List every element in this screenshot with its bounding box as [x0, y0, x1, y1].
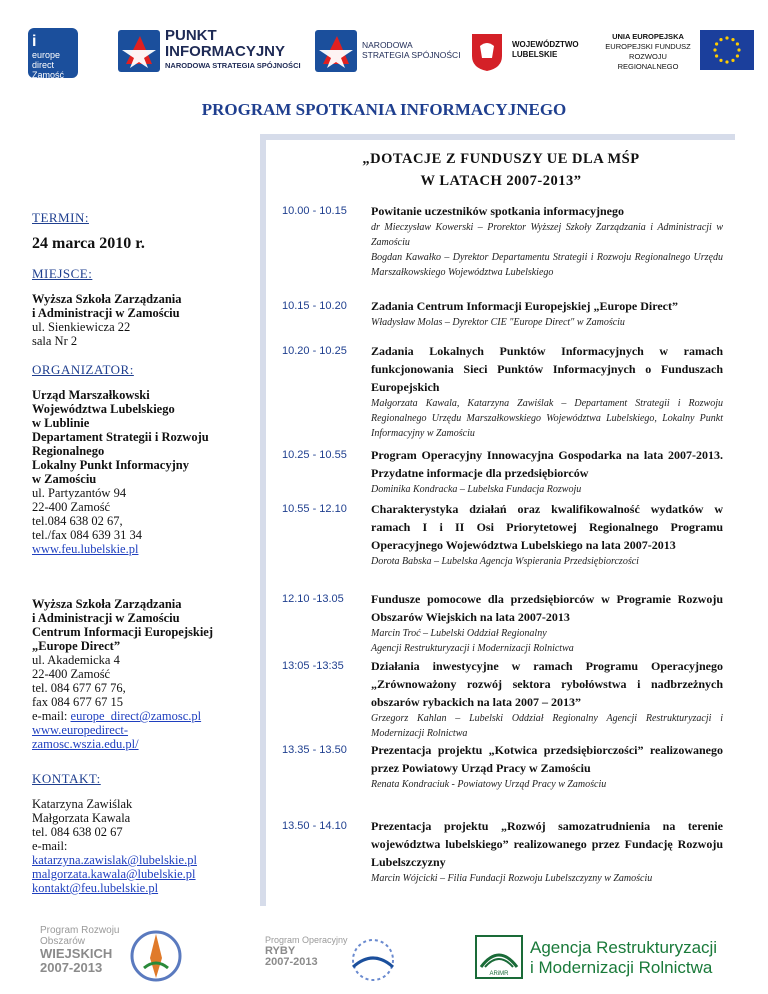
schedule-entry: [371, 297, 723, 330]
europe-direct-email-link[interactable]: europe_direct@zamosc.pl: [70, 709, 202, 723]
schedule-title: Program Operacyjny Innowacyjna Gospodarka na lata 2007-2013. Przydatne informacje dla przedsiębiorców: [371, 448, 723, 480]
miejsce-section: MIEJSCE: Wyższa Szkoła Zarządzania i Administracji w Zamościu ul. Sienkiewicza 22 sala Nr 2: [32, 267, 257, 348]
schedule-entry: [371, 446, 723, 497]
info-icon: i: [32, 33, 37, 50]
lubelskie-coat-of-arms-icon: [470, 32, 504, 72]
schedule-time: 10.20 - 10.25: [282, 345, 347, 357]
schedule-speaker: Grzegorz Kahlan – Lubelski Oddział Regionalny Agencji Restrukturyzacji i Modernizacji Rolnictwa: [371, 713, 723, 739]
schedule-title: Działania inwestycyjne w ramach Programu Operacyjnego „Zrównoważony rozwój sektora rybołówstwa i nadbrzeżnych obszarów rybackich na lata 2007 – 2013”: [371, 659, 723, 709]
schedule-entry: [371, 342, 723, 441]
schedule-speaker: Renata Kondraciuk - Powiatowy Urząd Pracy w Zamościu: [371, 779, 607, 790]
schedule-speaker: Marcin Troć – Lubelski Oddział Regionalny: [371, 628, 547, 639]
schedule-title: Prezentacja projektu „Kotwica przedsiębiorczości” realizowanego przez Powiatowy Urząd Pracy w Zamościu: [371, 743, 723, 775]
schedule-title: Zadania Lokalnych Punktów Informacyjnych w ramach funkcjonowania Sieci Punktów Informacyjnych o Funduszach Europejskich: [371, 344, 723, 394]
schedule-time: 10.25 - 10.55: [282, 449, 347, 461]
schedule-time: 10.00 - 10.15: [282, 205, 347, 217]
eu-flag-icon: [700, 30, 754, 70]
schedule-speaker: Dorota Babska – Lubelska Agencja Wspierania Przedsiębiorczości: [371, 556, 639, 567]
europe-direct-logo: i europe direct Zamość: [28, 28, 78, 78]
europedirect-website-link[interactable]: www.europedirect- zamosc.wszia.edu.pl/: [32, 723, 139, 751]
prow-logo: Program Rozwoju Obszarów WIEJSKICH 2007-2013: [40, 925, 120, 975]
page-title: PROGRAM SPOTKANIA INFORMACYJNEGO: [201, 100, 567, 119]
email-kawala-link[interactable]: malgorzata.kawala@lubelskie.pl: [32, 867, 196, 881]
schedule-entry: [371, 590, 723, 656]
nss-flag-icon-2: [315, 30, 357, 72]
termin-section: [32, 211, 257, 251]
event-subtitle: „DOTACJE Z FUNDUSZY UE DLA MŚP W LATACH 2007-2013”: [362, 151, 640, 189]
schedule-speaker: Marcin Wójcicki – Filia Fundacji Rozwoju Lubelszczyzny w Zamościu: [371, 873, 653, 884]
nss-logo-text: NARODOWA STRATEGIA SPÓJNOŚCI: [362, 40, 461, 60]
schedule-time: 13.35 - 13.50: [282, 744, 347, 756]
schedule-time: 10.15 - 10.20: [282, 300, 347, 312]
termin-label: TERMIN:: [32, 210, 89, 225]
arimr-emblem-icon: [475, 935, 523, 979]
schedule-entry: [371, 741, 723, 792]
lubelskie-logo-text: WOJEWÓDZTWO LUBELSKIE: [512, 40, 579, 59]
eu-fund-text: UNIA EUROPEJSKA EUROPEJSKI FUNDUSZ ROZWOJU REGIONALNEGO: [605, 32, 691, 71]
frame-left-divider: [260, 134, 266, 906]
schedule-speaker: dr Mieczysław Kowerski – Prorektor Wyższej Szkoły Zarządzania i Administracji w Zamościu: [371, 222, 723, 248]
schedule-time: 10.55 - 12.10: [282, 503, 347, 515]
punkt-informacyjny-logo: PUNKT INFORMACYJNY NARODOWA STRATEGIA SPÓJNOŚCI: [165, 27, 301, 70]
schedule-entry: [371, 817, 723, 886]
schedule-title: Zadania Centrum Informacji Europejskiej „Europe Direct”: [371, 299, 678, 313]
schedule-entry: [371, 657, 723, 741]
schedule-title: Fundusze pomocowe dla przedsiębiorców w Programie Rozwoju Obszarów Wiejskich na lata 2007-2013: [371, 592, 723, 624]
organizator-label: ORGANIZATOR:: [32, 362, 134, 377]
nss-flag-icon: [118, 30, 160, 72]
feu-website-link[interactable]: www.feu.lubelskie.pl: [32, 542, 139, 556]
ryby-logo: Program Operacyjny RYBY 2007-2013: [265, 935, 348, 968]
schedule-title: Charakterystyka działań oraz kwalifikowalność wydatków w ramach I i II Osi Priorytetowej Regionalnego Programu Operacyjnego Województwa Lubelskiego na lata 2007-2013: [371, 502, 723, 552]
schedule-speaker: Małgorzata Kawala, Katarzyna Zawiślak – Departament Strategii i Rozwoju Regionalnego Urzędu Marszałkowskiego Województwa Lubelskiego, Lokalny Punkt Informacyjny w Zamościu: [371, 398, 723, 439]
arimr-badge-text: ARiMR: [489, 971, 509, 977]
schedule-speaker: Władysław Molas – Dyrektor CIE "Europe Direct" w Zamościu: [371, 317, 625, 328]
arimr-logo-text: Agencja Restrukturyzacji i Modernizacji Rolnictwa: [530, 938, 718, 977]
schedule-time: 13.50 - 14.10: [282, 820, 347, 832]
frame-top-divider: [260, 134, 735, 140]
organizator-section: ORGANIZATOR: Urząd Marszałkowski Województwa Lubelskiego w Lublinie Departament Strategii i Rozwoju Regionalnego Lokalny Punkt Informacyjny w Zamościu ul. Partyzantów 94 22-400 Zamość tel.084 638 02 67, tel./fax 084 639 31 34 www.feu.lubelskie.pl: [32, 363, 257, 556]
schedule-speaker: Bogdan Kawałko – Dyrektor Departamentu Strategii i Rozwoju Regionalnego Urzędu Marszałkowskiego Województwa Lubelskiego: [371, 252, 723, 278]
kontakt-section: KONTAKT: Katarzyna Zawiślak Małgorzata Kawala tel. 084 638 02 67 e-mail: katarzyna.zawislak@lubelskie.pl malgorzata.kawala@lubelskie.pl kontakt@feu.lubelskie.pl: [32, 772, 257, 895]
email-zawislak-link[interactable]: katarzyna.zawislak@lubelskie.pl: [32, 853, 197, 867]
prow-emblem-icon: [130, 928, 182, 984]
schedule-speaker: Agencji Restrukturyzacji i Modernizacji Rolnictwa: [371, 643, 574, 654]
schedule-time: 13:05 -13:35: [282, 660, 344, 672]
miejsce-label: MIEJSCE:: [32, 266, 93, 281]
schedule-title: Powitanie uczestników spotkania informacyjnego: [371, 204, 624, 218]
kontakt-label: KONTAKT:: [32, 771, 101, 786]
schedule-entry: [371, 500, 723, 569]
schedule-title: Prezentacja projektu „Rozwój samozatrudnienia na terenie województwa lubelskiego” realizowanego przez Fundację Rozwoju Lubelszczyzny: [371, 819, 723, 869]
schedule-time: 12.10 -13.05: [282, 593, 344, 605]
cie-section: Wyższa Szkoła Zarządzania i Administracji w Zamościu Centrum Informacji Europejskiej „Europe Direct” ul. Akademicka 4 22-400 Zamość tel. 084 677 67 76, fax 084 677 67 15 e-mail: europe_direct@zamosc.pl www.europedirect- zamosc.wszia.edu.pl/: [32, 597, 213, 751]
email-kontakt-link[interactable]: kontakt@feu.lubelskie.pl: [32, 881, 159, 895]
schedule-entry: [371, 202, 723, 280]
ryby-emblem-icon: [345, 935, 401, 985]
schedule-speaker: Dominika Kondracka – Lubelska Fundacja Rozwoju: [371, 484, 582, 495]
event-date: 24 marca 2010 r.: [32, 235, 145, 252]
